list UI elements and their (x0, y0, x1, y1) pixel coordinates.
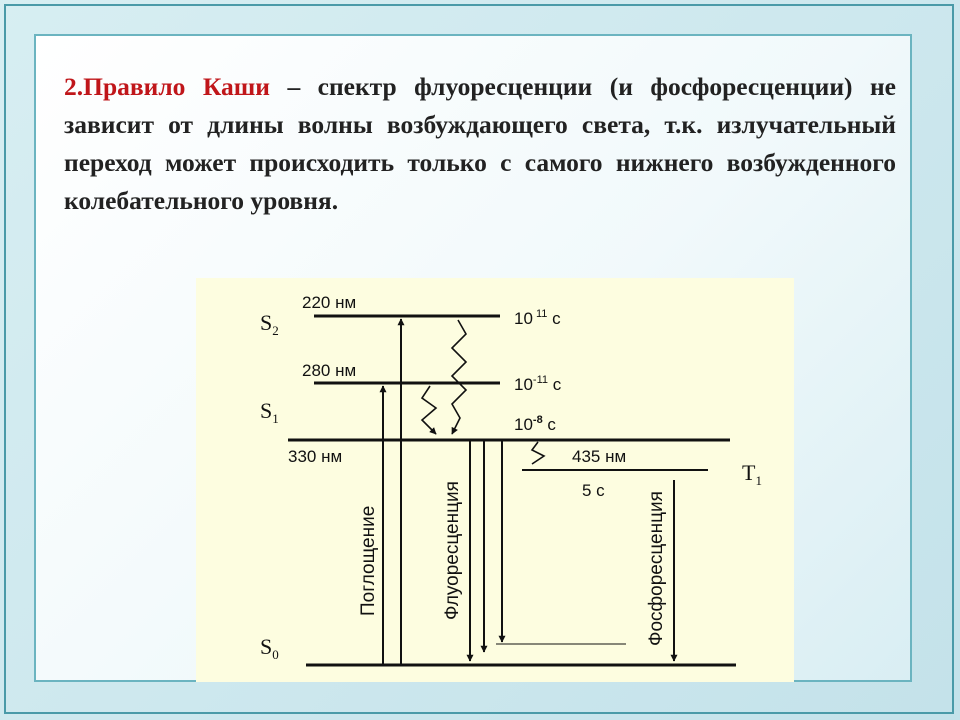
lifetime-s1-label: $10^{-11}$ с (514, 374, 562, 394)
lifetime-isc-label: $10^{-8}$ с (514, 414, 556, 434)
rule-name: Правило Каши (83, 72, 270, 101)
jablonski-diagram (196, 278, 794, 682)
intersystem-crossing-wave (532, 442, 544, 464)
lifetime-t1-label: 5 с (582, 481, 605, 500)
relaxation-wave-s1-base (422, 386, 436, 434)
level-s0-label: $S_0$ (260, 634, 279, 662)
rule-text (64, 68, 896, 220)
wavelength-s1-label: 280 нм (302, 361, 357, 380)
level-s1-label: $S_1$ (260, 398, 279, 426)
diagram-svg (196, 278, 794, 682)
fluorescence-label: Флуоресценция (442, 481, 463, 620)
wavelength-s0-label: 330 нм (288, 447, 343, 466)
phosphorescence-label: Фосфоресценция (646, 491, 667, 646)
lifetime-s2-label: 10 $^{11}$ с (514, 308, 561, 328)
wavelength-t1-label: 435 нм (572, 447, 627, 466)
relaxation-wave-s2-s1 (452, 320, 466, 434)
level-s2-label: $S_2$ (260, 310, 279, 338)
level-t1-label: $T_1$ (742, 460, 762, 488)
rule-number: 2. (64, 72, 84, 101)
rule-statement: – спектр флуоресценции (и фосфоресценции) не зависит от длины волны возбуждающего света, т.к. излучательный переход может происходить только с самого нижнего возбужденного колебательного уровня. (64, 72, 896, 215)
wavelength-s2-label: 220 нм (302, 293, 357, 312)
absorption-label: Поглощение (358, 505, 379, 616)
